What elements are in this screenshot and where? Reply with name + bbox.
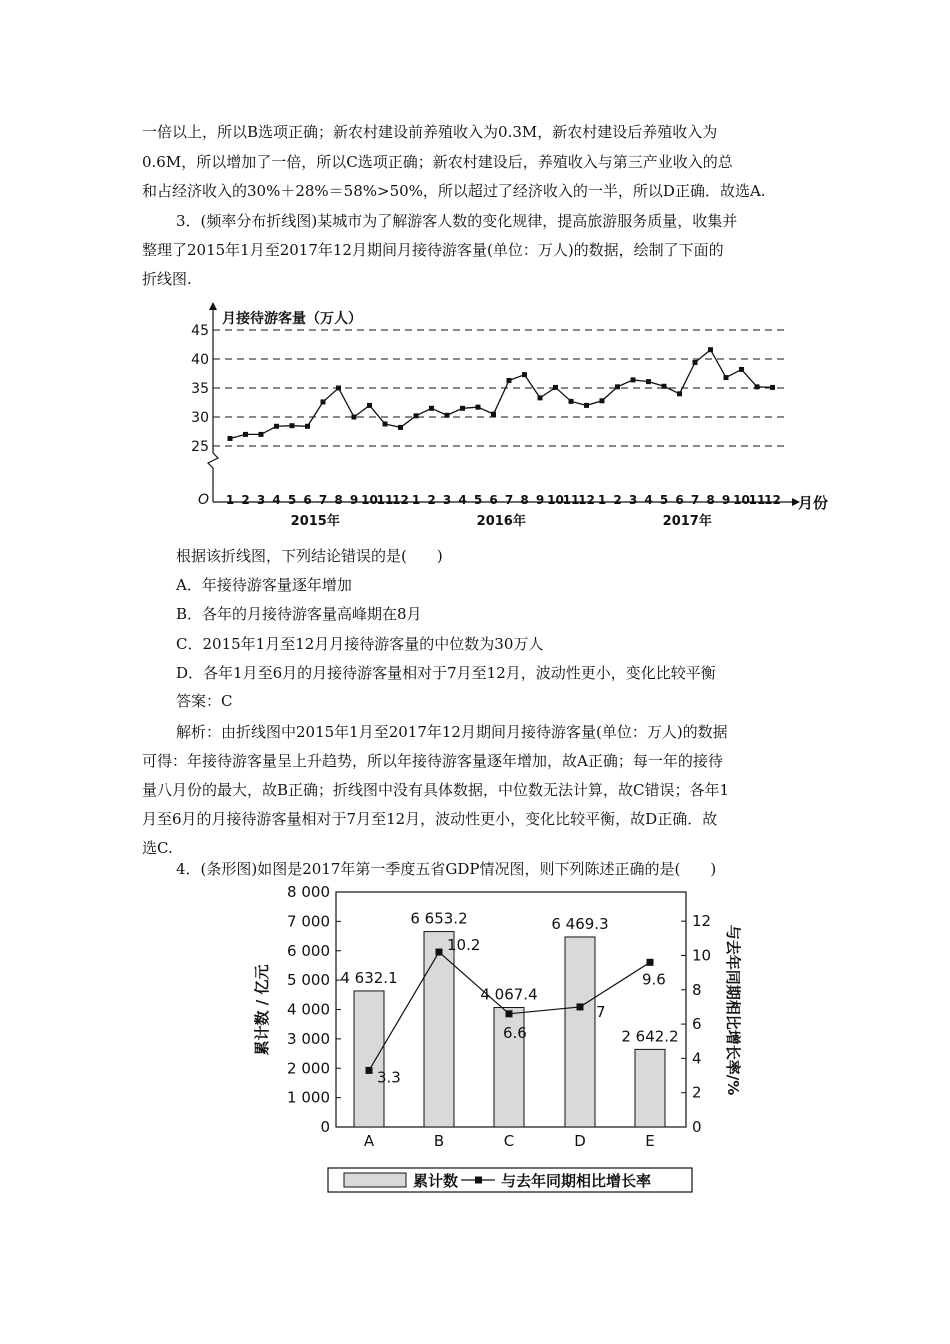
x-tick-label: 8	[520, 493, 529, 507]
x-tick-label: 1	[597, 493, 607, 507]
option-c: C．2015年1月至12月月接待游客量的中位数为30万人	[176, 635, 544, 653]
data-point	[243, 432, 248, 437]
x-tick-label: 6	[489, 493, 498, 507]
y2-tick-label: 2	[692, 1083, 702, 1102]
y-axis-break	[208, 453, 218, 468]
data-point	[290, 423, 295, 428]
data-point	[383, 421, 388, 426]
y-axis-arrow	[209, 302, 217, 310]
x-tick-label: 5	[287, 493, 297, 507]
x-tick-label: 3	[628, 493, 638, 507]
analysis-line: 月至6月的月接待游客量相对于7月至12月，波动性更小，变化比较平衡，故D正确．故	[142, 810, 718, 828]
growth-point	[436, 949, 443, 956]
question-3-stem: 根据该折线图，下列结论错误的是( )	[176, 547, 443, 565]
data-point	[646, 379, 651, 384]
paragraph-line: 整理了2015年1月至2017年12月期间月接待游客量(单位：万人)的数据，绘制了下面的	[142, 241, 724, 259]
data-point	[708, 347, 713, 352]
x-axis-title: 月份	[798, 494, 829, 512]
data-point	[460, 406, 465, 411]
y-tick-label: 6 000	[287, 941, 330, 960]
x-tick-label: 11	[748, 493, 766, 507]
option-b: B．各年的月接待游客量高峰期在8月	[176, 605, 422, 623]
y-tick-label: 45	[191, 323, 209, 339]
x-tick-label: C	[503, 1132, 515, 1150]
analysis-line: 选C.	[142, 839, 173, 857]
x-tick-label: 9	[721, 493, 731, 507]
x-tick-label: 2	[241, 493, 250, 507]
y-tick-label: 7 000	[287, 912, 330, 931]
data-point	[414, 413, 419, 418]
x-tick-label: 10	[361, 493, 378, 507]
x-tick-label: 10	[733, 493, 750, 507]
bar	[354, 991, 384, 1127]
data-point	[429, 406, 434, 411]
data-point	[631, 377, 636, 382]
growth-value-label: 10.2	[447, 936, 481, 955]
analysis-line: 量八月份的最大，故B正确；折线图中没有具体数据，中位数无法计算，故C错误；各年1	[142, 781, 730, 799]
data-point	[553, 385, 558, 390]
legend-line-label: 与去年同期相比增长率	[501, 1172, 652, 1190]
tourist-line-chart	[191, 292, 832, 540]
data-point	[739, 367, 744, 372]
x-tick-label: 7	[504, 493, 514, 507]
y-tick-label: 30	[191, 410, 209, 426]
bar-value-label: 4 067.4	[480, 985, 538, 1004]
year-label: 2016年	[476, 514, 526, 529]
x-tick-label: 4	[644, 493, 653, 507]
x-tick-label: 6	[303, 493, 312, 507]
y-tick-label: 1 000	[287, 1088, 330, 1107]
data-point	[305, 424, 310, 429]
data-point	[367, 403, 372, 408]
data-point	[584, 403, 589, 408]
growth-value-label: 9.6	[642, 970, 666, 989]
y2-tick-label: 4	[692, 1049, 702, 1068]
growth-point	[577, 1003, 584, 1010]
x-tick-label: 7	[318, 493, 328, 507]
x-tick-label: 1	[411, 493, 421, 507]
x-tick-label: 2	[613, 493, 622, 507]
y-tick-label: 5 000	[287, 971, 330, 990]
y-axis-title: 月接待游客量（万人）	[222, 311, 362, 327]
y-tick-label: 2 000	[287, 1059, 330, 1078]
x-tick-label: D	[574, 1132, 586, 1150]
y-tick-label: 35	[191, 381, 209, 397]
y-tick-label: 3 000	[287, 1029, 330, 1048]
y-tick-label: 25	[191, 439, 209, 455]
growth-point	[647, 959, 654, 966]
paragraph-line: 0.6M，所以增加了一倍，所以C选项正确；新农村建设后，养殖收入与第三产业收入的总	[142, 153, 733, 171]
y-tick-label: 0	[320, 1118, 330, 1136]
x-tick-label: E	[645, 1132, 655, 1150]
year-label: 2017年	[662, 514, 712, 529]
x-tick-label: 12	[578, 493, 595, 507]
y-tick-label: 8 000	[287, 883, 330, 901]
x-tick-label: 6	[675, 493, 684, 507]
data-point	[336, 386, 341, 391]
x-tick-label: 3	[442, 493, 452, 507]
y2-tick-label: 6	[692, 1015, 702, 1034]
bar	[565, 937, 595, 1127]
growth-value-label: 6.6	[503, 1023, 527, 1042]
data-point	[662, 384, 667, 389]
x-tick-label: 7	[690, 493, 700, 507]
y2-tick-label: 8	[692, 980, 702, 999]
data-point	[259, 432, 264, 437]
x-tick-label: 9	[535, 493, 545, 507]
growth-value-label: 3.3	[377, 1068, 401, 1087]
origin-label: O	[197, 492, 209, 508]
x-tick-label: 9	[349, 493, 359, 507]
bar-value-label: 6 653.2	[410, 909, 468, 928]
gdp-bar-line-chart	[245, 876, 745, 1196]
y2-axis-title: 与去年同期相比增长率/%	[724, 924, 742, 1096]
option-d: D．各年1月至6月的月接待游客量相对于7月至12月，波动性更小，变化比较平衡	[176, 664, 716, 682]
question-4-stem: 4．(条形图)如图是2017年第一季度五省GDP情况图，则下列陈述正确的是( )	[176, 860, 717, 878]
growth-value-label: 7	[596, 1002, 606, 1021]
data-point	[398, 425, 403, 430]
analysis-line: 可得：年接待游客量呈上升趋势，所以年接待游客量逐年增加，故A正确；每一年的接待	[142, 752, 723, 770]
legend-bar-label: 累计数	[413, 1172, 459, 1190]
answer: 答案：C	[176, 692, 233, 710]
data-point	[693, 360, 698, 365]
year-label: 2015年	[290, 514, 340, 529]
legend-line-marker	[475, 1177, 482, 1184]
x-tick-label: 4	[272, 493, 281, 507]
y2-tick-label: 10	[692, 946, 712, 965]
data-point	[569, 399, 574, 404]
x-tick-label: 12	[764, 493, 781, 507]
data-point	[755, 384, 760, 389]
x-tick-label: 8	[706, 493, 715, 507]
option-a: A．年接待游客量逐年增加	[176, 576, 352, 594]
data-point	[491, 412, 496, 417]
y2-tick-label: 12	[692, 912, 712, 931]
data-point	[476, 405, 481, 410]
data-point	[352, 415, 357, 420]
data-point	[522, 372, 527, 377]
data-point	[274, 424, 279, 429]
data-point	[321, 399, 326, 404]
y-tick-label: 4 000	[287, 1000, 330, 1019]
paragraph-line: 一倍以上，所以B选项正确；新农村建设前养殖收入为0.3M，新农村建设后养殖收入为	[142, 123, 718, 141]
x-tick-label: A	[363, 1132, 375, 1150]
y-axis-title: 累计数 / 亿元	[253, 964, 271, 1056]
x-tick-label: 10	[547, 493, 564, 507]
x-tick-label: 5	[659, 493, 669, 507]
growth-point	[366, 1067, 373, 1074]
bar-value-label: 6 469.3	[551, 914, 609, 933]
growth-point	[506, 1010, 513, 1017]
x-tick-label: 2	[427, 493, 436, 507]
x-tick-label: 8	[334, 493, 343, 507]
y-tick-label: 40	[191, 352, 209, 368]
paragraph-line: 折线图.	[142, 270, 192, 288]
y2-tick-label: 0	[692, 1118, 702, 1136]
data-point	[538, 395, 543, 400]
x-tick-label: 12	[392, 493, 409, 507]
question-3-title: 3．(频率分布折线图)某城市为了解游客人数的变化规律，提高旅游服务质量，收集并	[176, 212, 738, 230]
data-point	[445, 413, 450, 418]
bar-value-label: 2 642.2	[621, 1027, 679, 1046]
data-point	[507, 378, 512, 383]
x-tick-label: 11	[562, 493, 580, 507]
bar	[635, 1049, 665, 1127]
x-tick-label: 1	[225, 493, 235, 507]
legend-bar-swatch	[344, 1173, 406, 1187]
x-tick-label: 3	[256, 493, 266, 507]
series-line	[230, 350, 773, 439]
data-point	[615, 384, 620, 389]
data-point	[600, 398, 605, 403]
x-tick-label: 11	[376, 493, 394, 507]
data-point	[228, 436, 233, 441]
analysis-line: 解析：由折线图中2015年1月至2017年12月期间月接待游客量(单位：万人)的数据	[176, 723, 728, 741]
x-tick-label: B	[433, 1132, 445, 1150]
paragraph-line: 和占经济收入的30%＋28%＝58%>50%，所以超过了经济收入的一半，所以D正确．故选A.	[142, 182, 766, 200]
x-tick-label: 5	[473, 493, 483, 507]
data-point	[770, 385, 775, 390]
data-point	[677, 391, 682, 396]
data-point	[724, 375, 729, 380]
bar-value-label: 4 632.1	[340, 968, 398, 987]
x-tick-label: 4	[458, 493, 467, 507]
